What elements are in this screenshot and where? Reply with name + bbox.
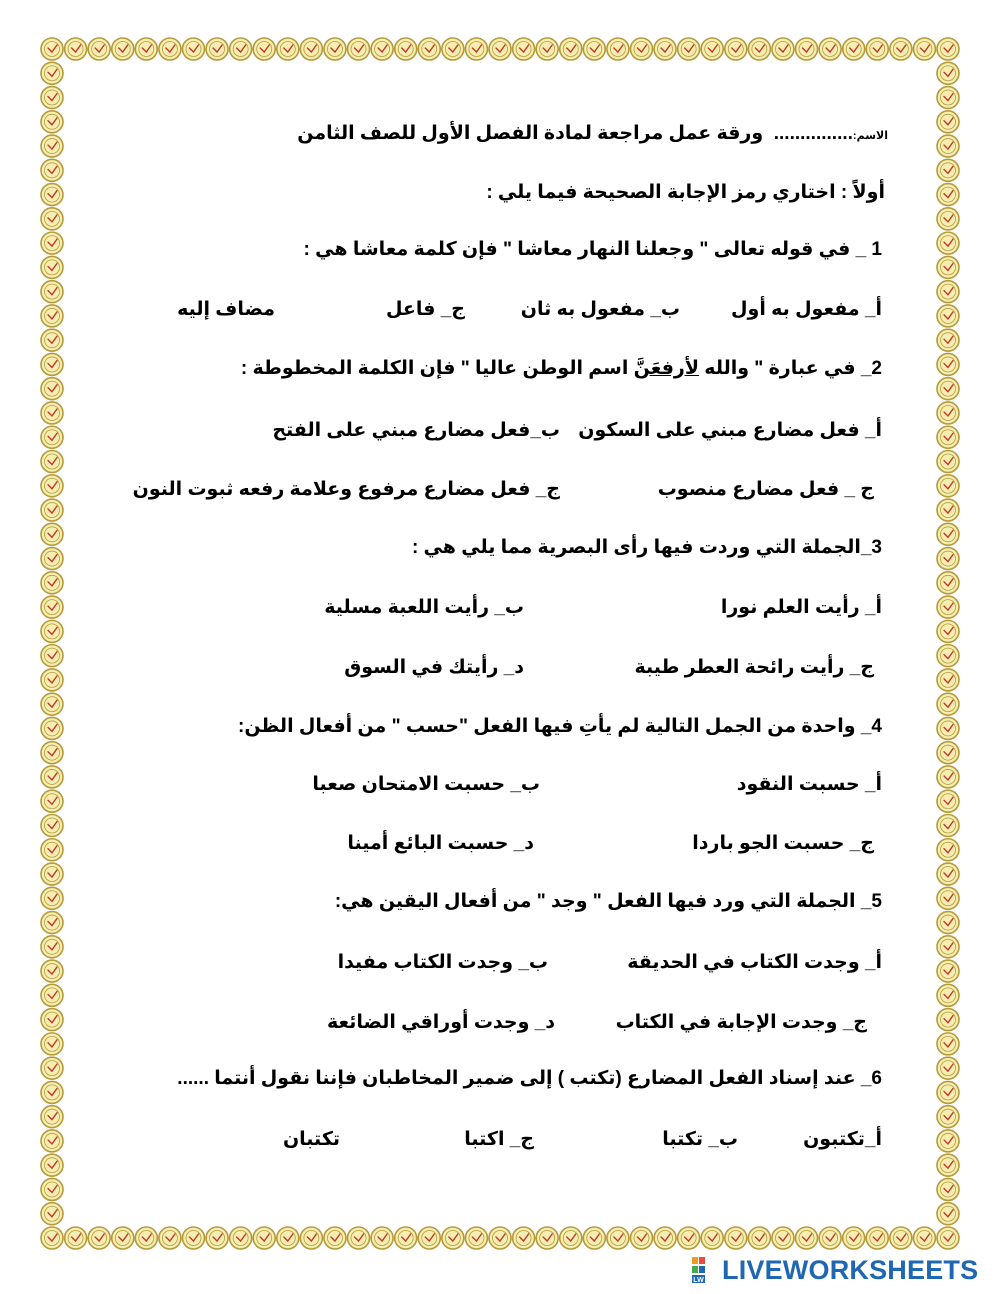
clock-icon — [230, 1227, 252, 1249]
clock-icon — [230, 38, 252, 60]
q5-option-c[interactable]: ج_ وجدت الإجابة في الكتاب — [615, 1012, 867, 1033]
clock-icon — [937, 523, 959, 545]
q3-option-c[interactable]: ج_ رأيت رائحة العطر طيبة — [634, 657, 874, 678]
clock-icon — [937, 887, 959, 909]
clock-icon — [913, 38, 935, 60]
clock-icon — [395, 1227, 417, 1249]
clock-icon — [41, 839, 63, 861]
clock-icon — [937, 499, 959, 521]
clock-icon — [41, 814, 63, 836]
clock-icon — [395, 38, 417, 60]
clock-icon — [41, 1033, 63, 1055]
q6-option-d[interactable]: تكتبان — [282, 1129, 340, 1150]
clock-icon — [41, 984, 63, 1006]
clock-icon — [324, 1227, 346, 1249]
clock-icon — [324, 38, 346, 60]
clock-icon — [41, 426, 63, 448]
q6-option-b[interactable]: ب_ تكتبا — [662, 1129, 738, 1150]
clock-icon — [937, 693, 959, 715]
clock-icon — [41, 1057, 63, 1079]
q1-option-a[interactable]: أ_ مفعول به أول — [731, 299, 882, 320]
name-label: الاسم: — [852, 130, 888, 142]
clock-icon — [41, 184, 63, 206]
clock-icon — [513, 1227, 535, 1249]
q2-option-c[interactable]: ج _ فعل مضارع منصوب — [657, 479, 874, 500]
clock-icon — [583, 38, 605, 60]
clock-icon — [772, 38, 794, 60]
clock-icon — [937, 1106, 959, 1128]
clock-icon — [300, 1227, 322, 1249]
clock-icon — [41, 159, 63, 181]
clock-icon — [701, 1227, 723, 1249]
clock-icon — [41, 936, 63, 958]
clock-icon — [41, 87, 63, 109]
clock-icon — [937, 645, 959, 667]
clock-icon — [253, 38, 275, 60]
clock-icon — [41, 1106, 63, 1128]
q4-option-b[interactable]: ب_ حسبت الامتحان صعبا — [312, 774, 540, 795]
q5-option-b[interactable]: ب_ وجدت الكتاب مفيدا — [337, 952, 548, 973]
clock-icon — [300, 38, 322, 60]
clock-icon — [937, 87, 959, 109]
clock-icon — [725, 38, 747, 60]
question-6: 6_ عند إسناد الفعل المضارع (تكتب ) إلى ضمير المخاطبان فإننا نقول أنتما ...... — [177, 1068, 882, 1089]
clock-icon — [937, 936, 959, 958]
clock-icon — [348, 38, 370, 60]
clock-icon — [937, 766, 959, 788]
clock-icon — [937, 717, 959, 739]
clock-icon — [41, 135, 63, 157]
q3-option-b[interactable]: ب_ رأيت اللعبة مسلية — [324, 597, 524, 618]
clock-icon — [41, 1130, 63, 1152]
clock-icon — [796, 38, 818, 60]
clock-icon — [630, 1227, 652, 1249]
q4-option-a[interactable]: أ_ حسبت النقود — [736, 774, 882, 795]
clock-icon — [65, 1227, 87, 1249]
clock-icon — [41, 523, 63, 545]
q4-option-d[interactable]: د_ حسبت البائع أمينا — [347, 833, 534, 854]
clock-icon — [890, 1227, 912, 1249]
clock-icon — [206, 1227, 228, 1249]
clock-icon — [937, 208, 959, 230]
clock-icon — [937, 353, 959, 375]
clock-icon — [678, 1227, 700, 1249]
question-2 — [241, 357, 882, 381]
clock-icon — [937, 669, 959, 691]
clock-icon — [41, 1154, 63, 1176]
q2-option-b[interactable]: ب_فعل مضارع مبني على الفتح — [272, 420, 560, 441]
clock-icon — [348, 1227, 370, 1249]
clock-icon — [277, 38, 299, 60]
clock-icon — [41, 620, 63, 642]
clock-icon — [418, 1227, 440, 1249]
clock-icon — [41, 402, 63, 424]
clock-icon — [182, 1227, 204, 1249]
worksheet-title: ورقة عمل مراجعة لمادة الفصل الأول للصف الثامن — [297, 123, 764, 144]
clock-icon — [41, 208, 63, 230]
liveworksheets-logo-icon — [692, 1257, 720, 1283]
clock-icon — [583, 1227, 605, 1249]
clock-icon — [159, 38, 181, 60]
clock-icon — [41, 1081, 63, 1103]
clock-icon — [41, 378, 63, 400]
clock-icon — [937, 1154, 959, 1176]
clock-icon — [41, 887, 63, 909]
clock-icon — [135, 1227, 157, 1249]
clock-icon — [937, 111, 959, 133]
clock-icon — [41, 863, 63, 885]
question-1: 1 _ في قوله تعالى " وجعلنا النهار معاشا " فإن كلمة معاشا هي : — [303, 239, 882, 260]
clock-icon — [937, 1203, 959, 1225]
q3-option-a[interactable]: أ_ رأيت العلم نورا — [720, 597, 882, 618]
clock-icon — [41, 329, 63, 351]
clock-icon — [866, 38, 888, 60]
question-3: 3_الجملة التي وردت فيها رأى البصرية مما يلي هي : — [411, 537, 882, 558]
clock-icon — [819, 38, 841, 60]
clock-icon — [607, 1227, 629, 1249]
clock-icon — [41, 1227, 63, 1249]
q5-option-d[interactable]: د_ وجدت أوراقي الضائعة — [326, 1012, 555, 1033]
clock-icon — [937, 863, 959, 885]
clock-icon — [937, 960, 959, 982]
clock-icon — [937, 742, 959, 764]
clock-icon — [937, 912, 959, 934]
clock-icon — [607, 38, 629, 60]
clock-icon — [937, 1009, 959, 1031]
clock-icon — [937, 135, 959, 157]
clock-icon — [678, 38, 700, 60]
question-4: 4_ واحدة من الجمل التالية لم يأتِ فيها الفعل "حسب " من أفعال الظن: — [238, 716, 882, 737]
clock-icon — [41, 1203, 63, 1225]
name-dots: ............... — [773, 123, 853, 144]
clock-icon — [41, 766, 63, 788]
clock-icon — [41, 281, 63, 303]
clock-icon — [630, 38, 652, 60]
clock-icon — [41, 111, 63, 133]
clock-icon — [253, 1227, 275, 1249]
clock-icon — [937, 548, 959, 570]
clock-icon — [937, 572, 959, 594]
clock-icon — [41, 548, 63, 570]
clock-icon — [41, 572, 63, 594]
clock-icon — [41, 38, 63, 60]
clock-icon — [890, 38, 912, 60]
q1-option-d[interactable]: مضاف إليه — [177, 299, 275, 320]
clock-icon — [560, 38, 582, 60]
clock-icon — [937, 329, 959, 351]
clock-icon — [937, 1057, 959, 1079]
clock-icon — [748, 38, 770, 60]
clock-icon — [88, 1227, 110, 1249]
question-5: 5_ الجملة التي ورد فيها الفعل " وجد " من أفعال اليقين هي: — [334, 891, 882, 912]
clock-icon — [465, 1227, 487, 1249]
clock-icon — [513, 38, 535, 60]
clock-icon — [937, 62, 959, 84]
clock-icon — [41, 499, 63, 521]
q2-text-start: 2_ في عبارة " والله — [699, 358, 882, 379]
clock-icon — [937, 426, 959, 448]
clock-icon — [88, 38, 110, 60]
brand-logo-text: LW — [693, 1277, 704, 1283]
clock-icon — [819, 1227, 841, 1249]
clock-icon — [560, 1227, 582, 1249]
clock-icon — [41, 256, 63, 278]
clock-icon — [937, 378, 959, 400]
q2-option-a[interactable]: أ_ فعل مضارع مبني على السكون — [578, 420, 882, 441]
clock-icon — [536, 38, 558, 60]
brand-name: LIVEWORKSHEETS — [722, 1254, 979, 1285]
q6-option-c[interactable]: ج_ اكتبا — [464, 1129, 534, 1150]
clock-icon — [748, 1227, 770, 1249]
clock-icon — [866, 1227, 888, 1249]
clock-icon — [182, 38, 204, 60]
header-line — [297, 122, 888, 148]
clock-icon — [701, 38, 723, 60]
clock-icon — [796, 1227, 818, 1249]
q6-option-a[interactable]: أ_تكتبون — [803, 1129, 882, 1150]
clock-icon — [41, 717, 63, 739]
clock-icon — [206, 38, 228, 60]
section-title: أولاً : اختاري رمز الإجابة الصحيحة فيما يلي : — [486, 182, 885, 203]
clock-icon — [489, 38, 511, 60]
clock-icon — [371, 1227, 393, 1249]
clock-icon — [937, 38, 959, 60]
clock-icon — [772, 1227, 794, 1249]
clock-icon — [937, 1227, 959, 1249]
q2-underlined-word: لأرفعَنَّ — [633, 358, 700, 379]
clock-icon — [843, 38, 865, 60]
clock-icon — [41, 960, 63, 982]
clock-icon — [41, 1178, 63, 1200]
clock-icon — [442, 38, 464, 60]
clock-icon — [937, 620, 959, 642]
clock-icon — [41, 742, 63, 764]
q2-option-d[interactable]: ج_ فعل مضارع مرفوع وعلامة رفعه ثبوت النون — [132, 479, 560, 500]
clock-icon — [937, 475, 959, 497]
clock-icon — [937, 814, 959, 836]
clock-icon — [418, 38, 440, 60]
clock-icon — [465, 38, 487, 60]
clock-icon — [937, 1081, 959, 1103]
clock-icon — [442, 1227, 464, 1249]
clock-icon — [937, 790, 959, 812]
clock-icon — [41, 475, 63, 497]
clock-icon — [41, 645, 63, 667]
clock-icon — [41, 790, 63, 812]
clock-icon — [937, 984, 959, 1006]
clock-icon — [937, 256, 959, 278]
clock-icon — [937, 596, 959, 618]
q4-option-c[interactable]: ج_ حسبت الجو باردا — [692, 833, 874, 854]
clock-icon — [937, 232, 959, 254]
clock-icon — [277, 1227, 299, 1249]
clock-icon — [65, 38, 87, 60]
clock-icon — [371, 38, 393, 60]
clock-icon — [937, 159, 959, 181]
q1-option-b[interactable]: ب_ مفعول به ثان — [520, 299, 680, 320]
clock-icon — [489, 1227, 511, 1249]
q5-option-a[interactable]: أ_ وجدت الكتاب في الحديقة — [627, 952, 882, 973]
q1-option-c[interactable]: ج_ فاعل — [385, 299, 465, 320]
clock-icon — [937, 451, 959, 473]
clock-icon — [913, 1227, 935, 1249]
clock-icon — [41, 353, 63, 375]
clock-icon — [937, 1130, 959, 1152]
clock-icon — [937, 1178, 959, 1200]
clock-icon — [41, 693, 63, 715]
clock-icon — [112, 1227, 134, 1249]
clock-icon — [536, 1227, 558, 1249]
q3-option-d[interactable]: د_ رأيتك في السوق — [344, 657, 524, 678]
clock-icon — [937, 305, 959, 327]
clock-icon — [41, 669, 63, 691]
clock-icon — [41, 305, 63, 327]
q2-text-end: اسم الوطن عاليا " فإن الكلمة المخطوطة : — [240, 358, 634, 379]
clock-icon — [937, 184, 959, 206]
clock-icon — [843, 1227, 865, 1249]
clock-icon — [41, 596, 63, 618]
clock-icon — [654, 38, 676, 60]
clock-icon — [112, 38, 134, 60]
clock-icon — [41, 232, 63, 254]
clock-icon — [654, 1227, 676, 1249]
clock-icon — [937, 281, 959, 303]
clock-icon — [41, 1009, 63, 1031]
clock-icon — [937, 839, 959, 861]
clock-icon — [159, 1227, 181, 1249]
clock-icon — [937, 1033, 959, 1055]
clock-icon — [937, 402, 959, 424]
clock-icon — [135, 38, 157, 60]
clock-icon — [41, 912, 63, 934]
clock-icon — [725, 1227, 747, 1249]
liveworksheets-brand — [692, 1255, 992, 1285]
clock-icon — [41, 451, 63, 473]
clock-icon — [41, 62, 63, 84]
